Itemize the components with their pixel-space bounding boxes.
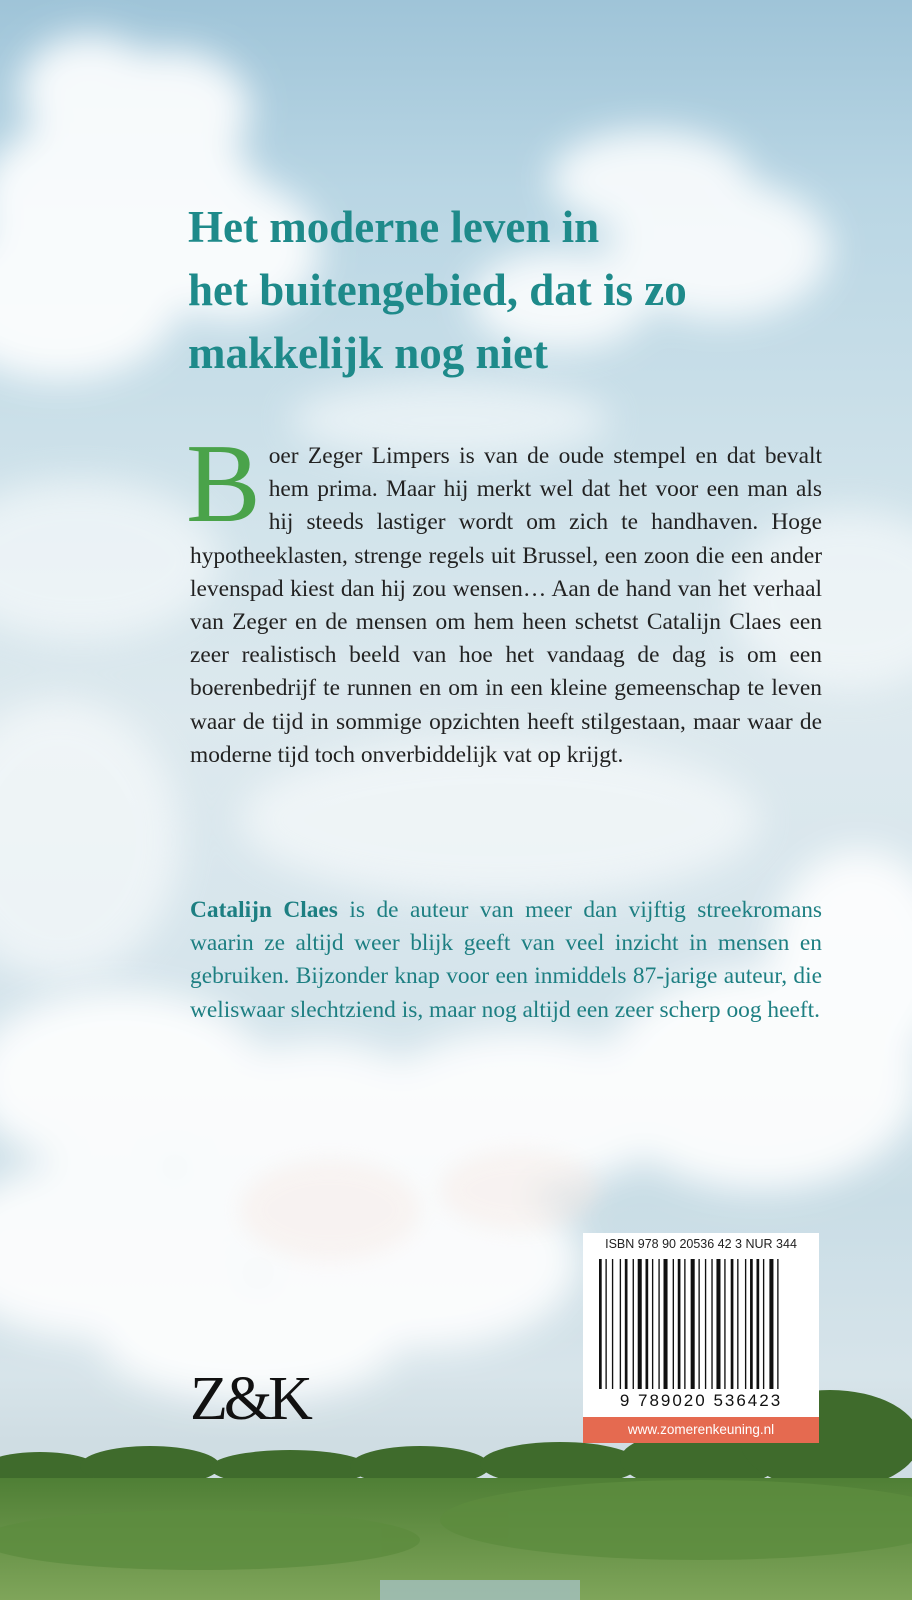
barcode-box [583, 1233, 819, 1443]
barcode-digits: 9 789020 536423 [619, 1391, 783, 1410]
author-name: Catalijn Claes [190, 897, 338, 923]
blurb-paragraph [186, 422, 822, 772]
publisher-logo: Z&K [190, 1365, 309, 1433]
blurb-text: oer Zeger Limpers is van de oude stempel en dat bevalt hem prima. Maar hij merkt wel dat het voor een man als hij steeds lastiger wordt om zich te handhaven. Hoge hypotheeklasten, strenge regels uit Brussel, een zoon die een ander levenspad kiest dan hij zou wensen… Aan de hand van het verhaal van Zeger en de mensen om hem heen schetst Catalijn Claes een zeer realistisch beeld van hoe het vandaag de dag is om een boerenbedrijf te runnen en om in een kleine gemeenschap te leven waar de tijd in sommige opzichten heeft stilgestaan, maar waar de moderne tijd toch onverbiddelijk vat op krijgt. [190, 443, 822, 768]
publisher-url: www.zomerenkeuning.nl [583, 1417, 819, 1443]
barcode-icon [597, 1259, 807, 1389]
author-bio [190, 894, 822, 1027]
isbn-line: ISBN 978 90 20536 42 3 NUR 344 [605, 1237, 797, 1251]
author-bio-text: is de auteur van meer dan vijftig streekromans waarin ze altijd weer blijk geeft van veel inzicht in mensen en gebruiken. Bijzonder knap voor een inmiddels 87-jarige auteur, die weliswaar slechtziend is, maar nog altijd een zeer scherp oog heeft. [190, 897, 822, 1023]
headline-line: het buitengebied, dat is zo [188, 265, 687, 315]
drop-cap: B [186, 422, 261, 546]
headline-line: Het moderne leven in [188, 202, 600, 252]
headline-line: makkelijk nog niet [188, 328, 549, 378]
headline [188, 196, 828, 385]
